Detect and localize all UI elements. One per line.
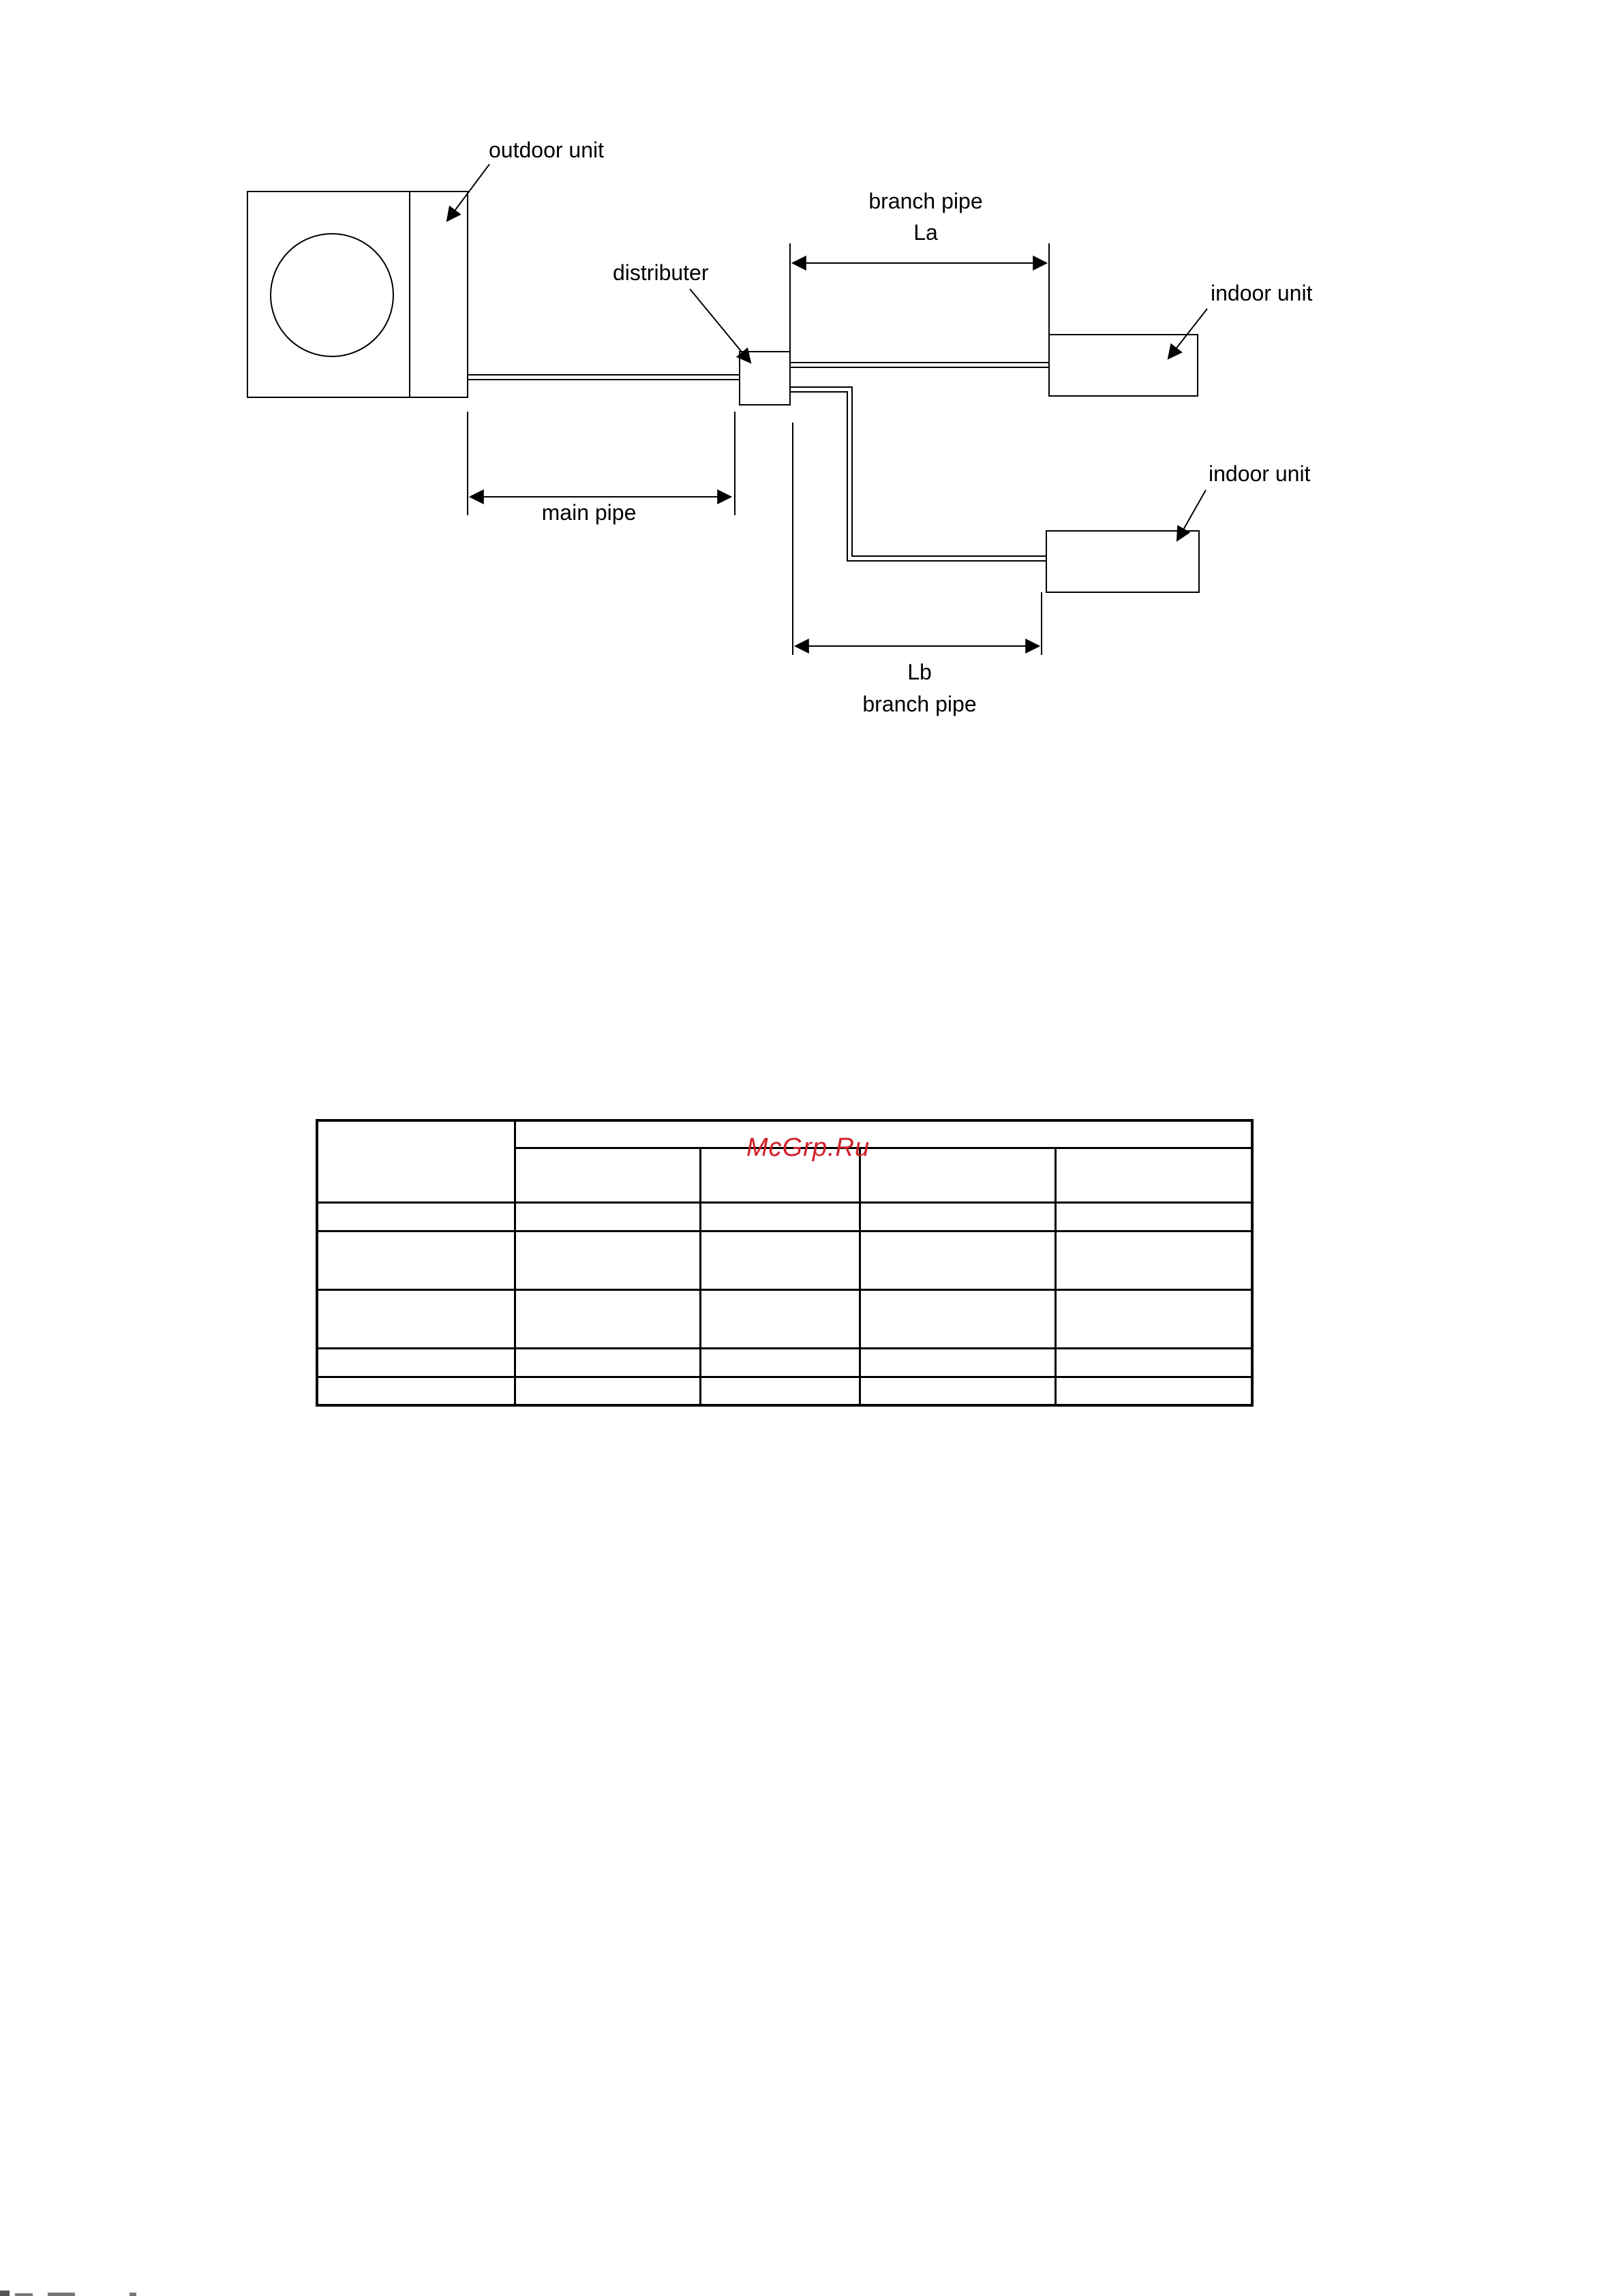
table-cell [860,1231,1055,1289]
table-cell [1055,1289,1252,1348]
table-cell [317,1120,515,1202]
table-cell [700,1231,860,1289]
table-cell [1055,1148,1252,1202]
table-cell [317,1377,515,1405]
table-cell [515,1289,700,1348]
table-cell [700,1289,860,1348]
indoor-unit-top-label: indoor unit [1211,281,1313,305]
table-cell [317,1289,515,1348]
cropped-footer-marks [0,2287,164,2296]
lb-label: Lb [907,660,932,684]
table-cell [1055,1202,1252,1231]
table-cell [317,1202,515,1231]
branch-pipe-a-label: branch pipe [868,189,983,213]
table-cell [515,1231,700,1289]
branch-pipe-b-label: branch pipe [862,692,977,716]
table-row [317,1289,1252,1348]
main-pipe-label: main pipe [541,500,637,525]
watermark: McGrp.Ru [746,1133,870,1162]
indoor-unit-top [1049,335,1198,396]
table-cell [860,1377,1055,1405]
dimension-extension-lines [468,243,1049,655]
table-cell [1055,1348,1252,1377]
outdoor-unit-label: outdoor unit [489,138,605,162]
fan-icon [271,234,393,356]
table-row [317,1231,1252,1289]
table-cell [317,1348,515,1377]
branch-pipe-a-line [790,363,1049,367]
indoor-unit-top-leader-arrow [1168,309,1207,358]
main-pipe-line [468,375,740,380]
distributer-box [740,352,790,405]
table-cell [860,1289,1055,1348]
piping-diagram [0,0,1623,750]
table-cell [1055,1377,1252,1405]
branch-pipe-b-line [790,387,1046,561]
table-row [317,1377,1252,1405]
table-cell [515,1348,700,1377]
table-cell [515,1377,700,1405]
table-row [317,1348,1252,1377]
indoor-unit-bottom-leader-arrow [1177,490,1206,540]
table-cell [700,1377,860,1405]
table-cell [860,1148,1055,1202]
indoor-unit-bottom [1046,531,1199,592]
outdoor-unit [247,192,468,397]
table-cell [515,1202,700,1231]
table-cell [700,1202,860,1231]
distributer-leader-arrow [690,289,750,363]
table-cell [317,1231,515,1289]
table-cell [515,1120,1252,1148]
distributer-label: distributer [613,260,709,285]
table-cell [515,1148,700,1202]
la-label: La [913,220,938,245]
table-cell [860,1348,1055,1377]
table-row [317,1202,1252,1231]
table-cell [700,1348,860,1377]
indoor-unit-bottom-label: indoor unit [1209,461,1311,486]
table-cell [1055,1231,1252,1289]
table-cell [860,1202,1055,1231]
